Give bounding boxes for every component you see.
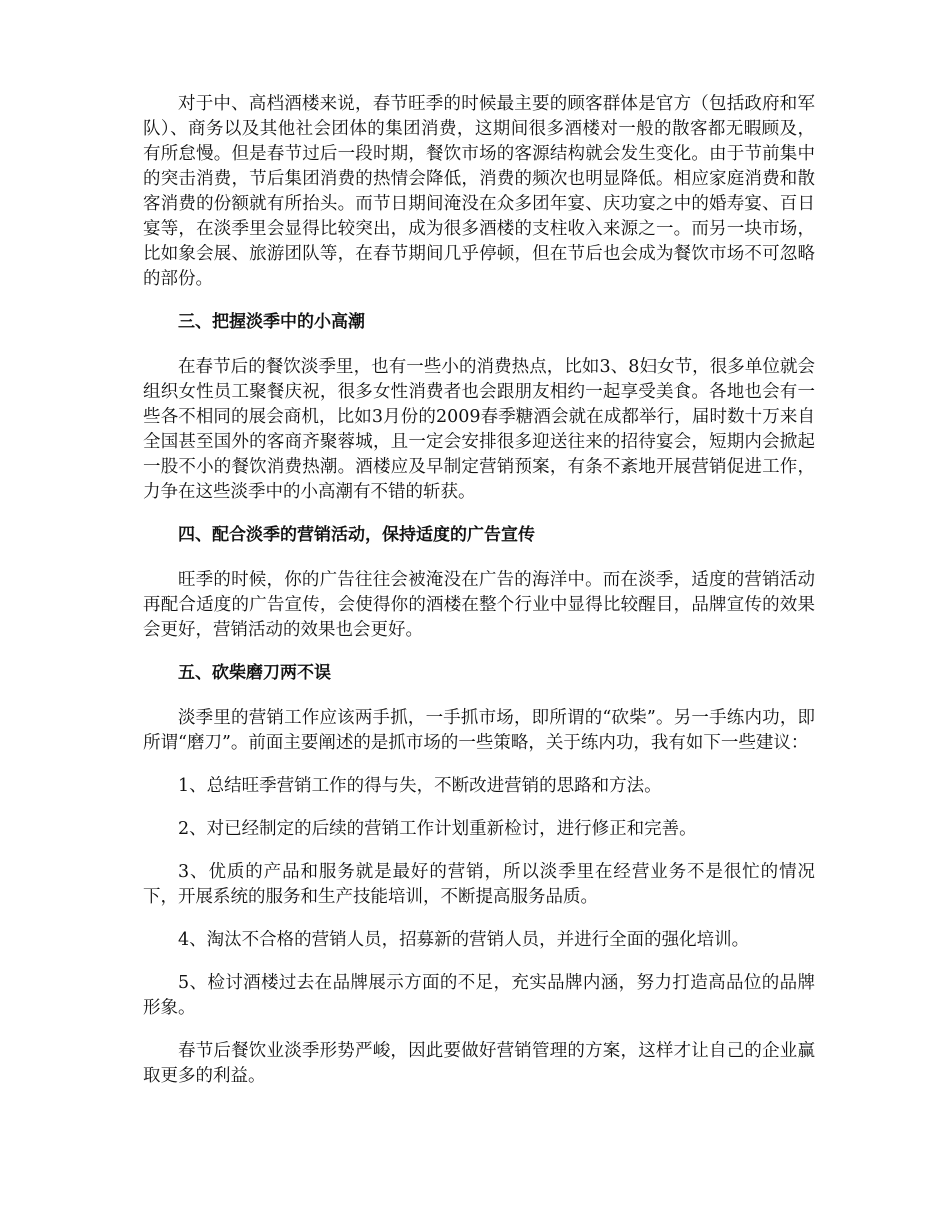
list-item-2: 2、对已经制定的后续的营销工作计划重新检讨，进行修正和完善。 [178, 819, 697, 839]
section-heading-4: 四、配合淡季的营销活动，保持适度的广告宣传 [178, 525, 535, 545]
paragraph-conclusion: 春节后餐饮业淡季形势严峻，因此要做好营销管理的方案，这样才让自己的企业赢取更多的利益。 [143, 1041, 815, 1086]
section-heading-5: 五、砍柴磨刀两不误 [178, 663, 331, 683]
paragraph-intro: 对于中、高档酒楼来说，春节旺季的时候最主要的顾客群体是官方（包括政府和军队）、商务以及其他社会团体的集团消费，这期间很多酒楼对一般的散客都无暇顾及，有所怠慢。但是春节过后一段时期，餐饮市场的客源结构就会发生变化。由于节前集中的突击消费，节后集团消费的热情会降低，消费的频次也明显降低。相应家庭消费和散客消费的份额就有所抬头。而节日期间淹没在众多团年宴、庆功宴之中的婚寿宴、百日宴等，在淡季里会显得比较突出，成为很多酒楼的支柱收入来源之一。而另一块市场，比如象会展、旅游团队等，在春节期间几乎停顿，但在节后也会成为餐饮市场不可忽略的部份。 [143, 94, 815, 289]
list-item-3: 3、优质的产品和服务就是最好的营销，所以淡季里在经营业务不是很忙的情况下，开展系统的服务和生产技能培训，不断提高服务品质。 [143, 862, 815, 907]
list-item-4: 4、淘汰不合格的营销人员，招募新的营销人员，并进行全面的强化培训。 [178, 930, 750, 950]
list-item-5: 5、检讨酒楼过去在品牌展示方面的不足，充实品牌内涵，努力打造高品位的品牌形象。 [143, 973, 815, 1018]
list-item-1: 1、总结旺季营销工作的得与失，不断改进营销的思路和方法。 [178, 776, 662, 796]
paragraph-section-3: 在春节后的餐饮淡季里，也有一些小的消费热点，比如3、8妇女节，很多单位就会组织女性员工聚餐庆祝，很多女性消费者也会跟朋友相约一起享受美食。各地也会有一些各不相同的展会商机，比如3月份的2009春季糖酒会就在成都举行，届时数十万来自全国甚至国外的客商齐聚蓉城，且一定会安排很多迎送往来的招待宴会，短期内会掀起一股不小的餐饮消费热潮。酒楼应及早制定营销预案，有条不紊地开展营销促进工作，力争在这些淡季中的小高潮有不错的斩获。 [143, 357, 815, 502]
section-heading-3: 三、把握淡季中的小高潮 [178, 312, 365, 332]
paragraph-section-5: 淡季里的营销工作应该两手抓，一手抓市场，即所谓的“砍柴”。另一手练内功，即所谓“磨刀”。前面主要阐述的是抓市场的一些策略，关于练内功，我有如下一些建议： [143, 708, 815, 753]
document-body [143, 92, 815, 1107]
paragraph-section-4: 旺季的时候，你的广告往往会被淹没在广告的海洋中。而在淡季，适度的营销活动再配合适度的广告宣传，会使得你的酒楼在整个行业中显得比较醒目，品牌宣传的效果会更好，营销活动的效果也会更好。 [143, 570, 815, 640]
